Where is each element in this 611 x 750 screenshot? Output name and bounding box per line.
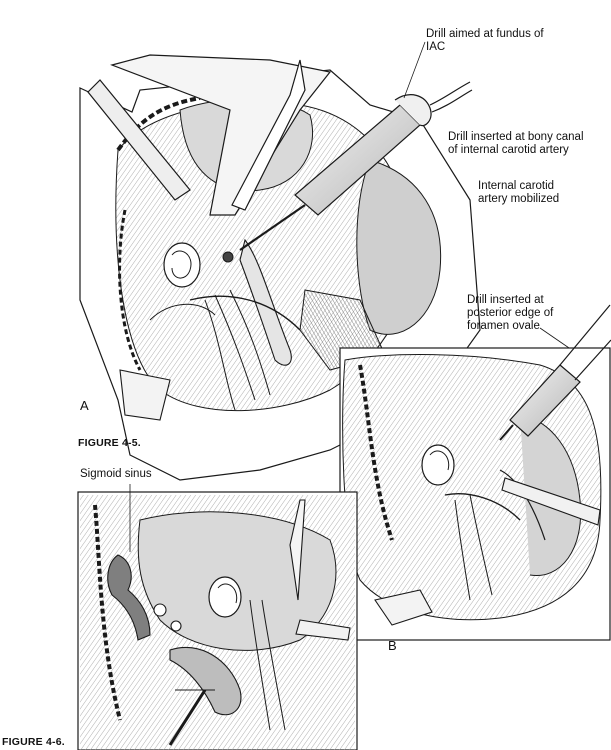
figure-4-6-caption: FIGURE 4-6. [2,736,65,748]
panel-label-a: A [80,398,89,413]
panel-label-b: B [388,638,397,653]
label-drill-foramen-ovale: Drill inserted at posterior edge of foramen ovale [467,294,554,332]
figure-4-5-caption: FIGURE 4-5. [78,437,141,449]
figure-4-5-panel-b-drawing [340,305,611,640]
label-sigmoid-sinus: Sigmoid sinus [80,468,152,480]
label-carotid-mobilized: Internal carotid artery mobilized [478,180,560,205]
label-drill-carotid-canal: Drill inserted at bony canal of internal carotid artery [448,131,584,156]
label-drill-fundus: Drill aimed at fundus of IAC [426,28,544,53]
figure-4-6-drawing [78,484,357,750]
